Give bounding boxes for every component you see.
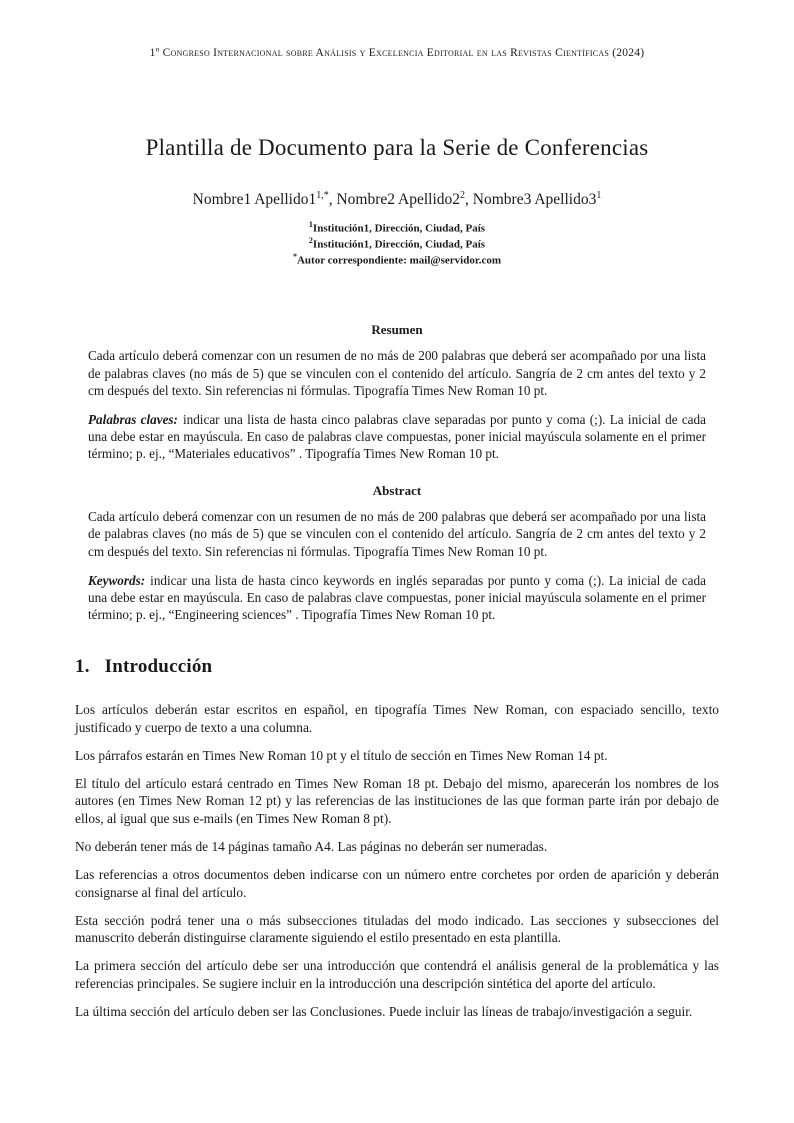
author-name: Nombre1 Apellido1 xyxy=(192,191,317,209)
author-name: , Nombre3 Apellido3 xyxy=(465,191,597,209)
abstract-heading: Abstract xyxy=(372,483,422,499)
section-title: Introducción xyxy=(104,656,213,678)
author-name: , Nombre2 Apellido2 xyxy=(328,191,461,209)
running-header: 1º Congreso Internacional sobre Análisis y Excelencia Editorial en las Revistas Científicas (2024) xyxy=(149,47,645,59)
body-paragraph: La primera sección del artículo debe ser una introducción que contendrá el análisis general de la problemática y las referencias principales. Se sugiere incluir en la introducción una descripción sintética del aporte del artículo. xyxy=(75,958,719,991)
palabras-claves-label: Palabras claves: xyxy=(88,411,178,427)
palabras-claves-text: indicar una lista de hasta cinco palabras clave separadas por punto y coma (;). La inicial de cada una debe estar en mayúscula. En caso de palabras clave compuestas, poner inicial mayúscula solamente en el primer término; p. ej., “Materiales educativos” . Tipografía Times New Roman 10 pt. xyxy=(88,411,706,462)
section-heading-introduccion xyxy=(75,656,719,678)
affiliation-mark: 1 xyxy=(308,220,313,230)
author-affiliation-mark: 2 xyxy=(460,190,466,201)
author-affiliation-mark: 1 xyxy=(596,190,602,201)
keywords-paragraph xyxy=(88,572,706,623)
corresponding-author-text: Autor correspondiente: mail@servidor.com xyxy=(296,254,502,267)
keywords-text: indicar una lista de hasta cinco keywords en inglés separadas por punto y coma (;). La inicial de cada una debe estar en mayúscula. En caso de palabras clave compuestas, poner inicial mayúscula solamente en el primer término; p. ej., “Engineering sciences” . Tipografía Times New Roman 10 pt. xyxy=(88,572,706,623)
paper-title: Plantilla de Documento para la Serie de Conferencias xyxy=(145,135,649,160)
introduction-body xyxy=(75,701,719,1020)
keywords-label: Keywords: xyxy=(88,572,146,588)
affiliation-mark: * xyxy=(292,252,297,262)
affiliation-line xyxy=(75,252,719,268)
affiliation-line xyxy=(75,220,719,236)
affiliation-line xyxy=(75,236,719,252)
affiliation-mark: 2 xyxy=(308,236,313,246)
resumen-heading: Resumen xyxy=(371,322,423,338)
resumen-block xyxy=(88,322,706,623)
palabras-claves-paragraph xyxy=(88,411,706,462)
author-affiliation-mark: 1,* xyxy=(316,190,329,201)
resumen-paragraph: Cada artículo deberá comenzar con un resumen de no más de 200 palabras que deberá ser acompañado por una lista de palabras claves (no más de 5) que se vinculen con el contenido del artículo. Sangría de 2 cm antes del texto y 2 cm después del texto. Sin referencias ni fórmulas. Tipografía Times New Roman 10 pt. xyxy=(88,348,706,398)
body-paragraph: Esta sección podrá tener una o más subsecciones tituladas del modo indicado. Las secciones y subsecciones del manuscrito deberán distinguirse claramente siguiendo el estilo presentado en esta plantilla. xyxy=(75,912,719,946)
abstract-paragraph: Cada artículo deberá comenzar con un resumen de no más de 200 palabras que deberá ser acompañado por una lista de palabras claves (no más de 5) que se vinculen con el contenido del artículo. Sangría de 2 cm antes del texto y 2 cm después del texto. Sin referencias ni fórmulas. Tipografía Times New Roman 10 pt. xyxy=(88,509,706,559)
body-paragraph: Las referencias a otros documentos deben indicarse con un número entre corchetes por orden de aparición y deberán consignarse al final del artículo. xyxy=(75,867,719,900)
affiliation-text: Institución1, Dirección, Ciudad, País xyxy=(312,222,486,235)
body-paragraph: Los párrafos estarán en Times New Roman 10 pt y el título de sección en Times New Roman 14 pt. xyxy=(75,747,608,763)
body-paragraph: No deberán tener más de 14 páginas tamaño A4. Las páginas no deberán ser numeradas. xyxy=(75,839,548,854)
body-paragraph: Los artículos deberán estar escritos en español, en tipografía Times New Roman, con espaciado sencillo, texto justificado y cuerpo de texto a una columna. xyxy=(75,702,719,735)
body-paragraph: El título del artículo estará centrado en Times New Roman 18 pt. Debajo del mismo, aparecerán los nombres de los autores (en Times New Roman 12 pt) y las referencias de las instituciones de las que forman parte irán por debajo de ellos, al igual que sus e-mails (en Times New Roman 8 pt). xyxy=(75,775,719,826)
authors-line xyxy=(75,190,719,209)
affiliations-block xyxy=(75,220,719,268)
body-paragraph: La última sección del artículo deben ser las Conclusiones. Puede incluir las líneas de trabajo/investigación a seguir. xyxy=(75,1003,693,1019)
section-number: 1. xyxy=(75,656,90,678)
affiliation-text: Institución1, Dirección, Ciudad, País xyxy=(312,238,486,251)
